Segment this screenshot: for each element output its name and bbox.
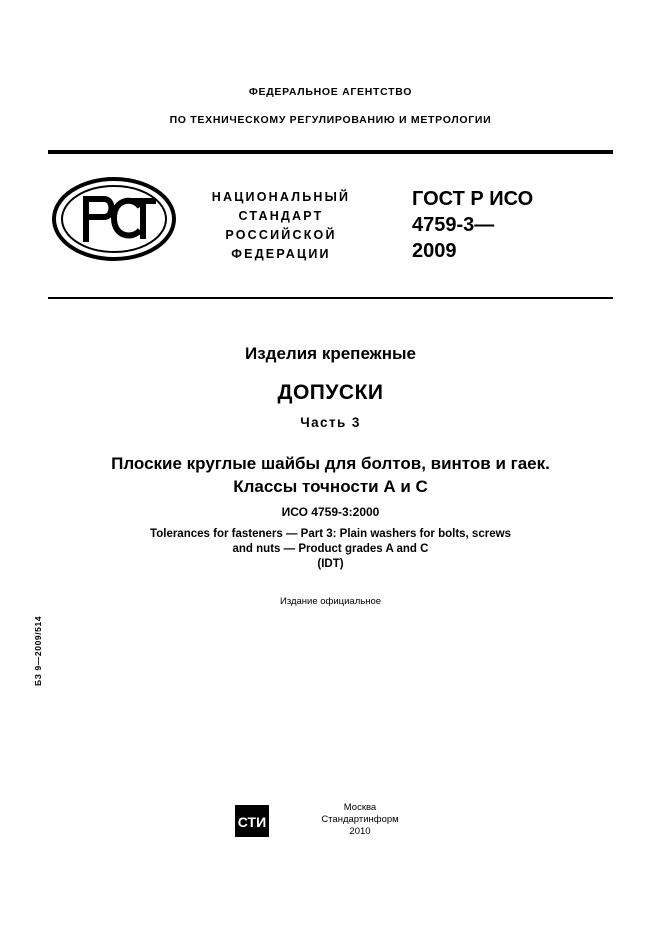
gost-r-emblem-icon — [52, 177, 177, 261]
title-subject: Изделия крепежные — [245, 344, 416, 363]
publisher-name: Стандартинформ — [321, 814, 399, 825]
standard-number-line-1: ГОСТ Р ИСО — [412, 188, 534, 210]
publisher-city: Москва — [343, 802, 377, 813]
publisher-footer — [228, 800, 448, 850]
national-standard-line-1: НАЦИОНАЛЬНЫЙ — [211, 190, 351, 204]
agency-line-2: ПО ТЕХНИЧЕСКОМУ РЕГУЛИРОВАНИЮ И МЕТРОЛОГИИ — [169, 114, 492, 126]
title-scope-line-1: Плоские круглые шайбы для болтов, винтов и гаек. — [111, 454, 550, 473]
iso-reference-title-line-1: Tolerances for fasteners — Part 3: Plain washers for bolts, screws — [150, 528, 511, 540]
divider-top — [48, 150, 613, 154]
national-standard-line-2: СТАНДАРТ — [238, 209, 324, 223]
agency-line-1: ФЕДЕРАЛЬНОЕ АГЕНТСТВО — [248, 86, 413, 98]
divider-bottom — [48, 297, 613, 299]
svg-text:СТИ: СТИ — [237, 814, 267, 830]
standard-number — [412, 186, 632, 264]
national-standard-line-3: РОССИЙСКОЙ — [225, 228, 337, 242]
national-standard-line-4: ФЕДЕРАЦИИ — [231, 247, 331, 261]
document-title-block — [48, 344, 613, 498]
iso-reference-title-line-2: and nuts — Product grades A and C — [232, 543, 429, 555]
standard-number-line-3: 2009 — [412, 240, 457, 262]
title-main: ДОПУСКИ — [277, 381, 384, 404]
publisher-year: 2010 — [349, 826, 371, 837]
official-edition-note: Издание официальное — [279, 596, 382, 607]
title-part: Часть 3 — [300, 415, 361, 430]
standartinform-logo-icon — [234, 804, 270, 838]
side-registration-code: БЗ 9—2009/514 — [33, 615, 43, 686]
national-standard-label — [176, 188, 386, 264]
iso-reference-idt: (IDT) — [317, 558, 344, 570]
publisher-text — [280, 802, 440, 838]
iso-reference-number: ИСО 4759-3:2000 — [281, 505, 380, 519]
standard-number-line-2: 4759-3— — [412, 214, 495, 236]
iso-reference-block — [48, 505, 613, 570]
title-scope-line-2: Классы точности А и С — [233, 477, 428, 496]
agency-header — [48, 86, 613, 126]
